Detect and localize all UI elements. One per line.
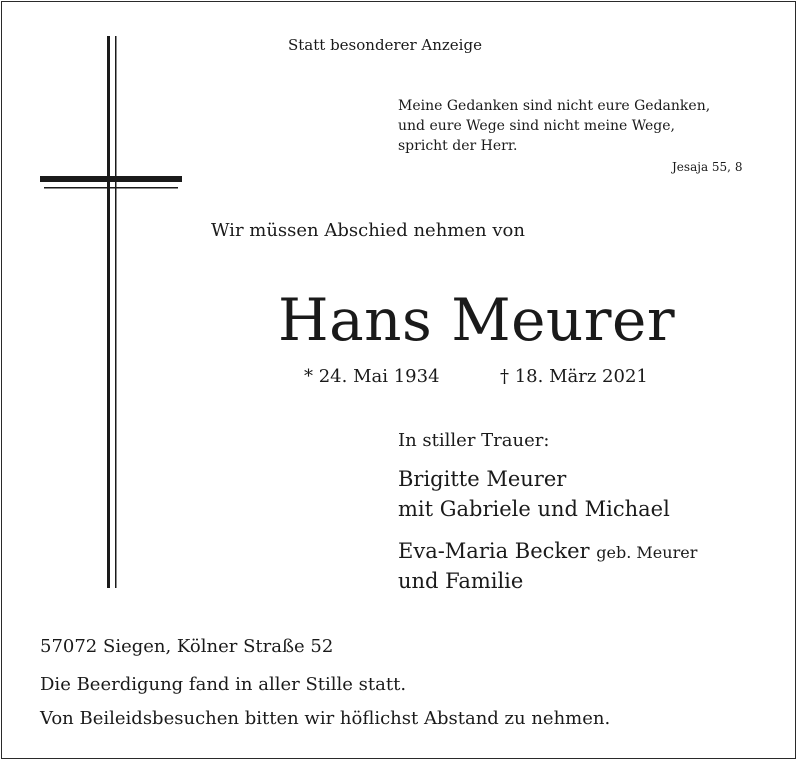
quote-line: spricht der Herr. [398, 138, 518, 154]
mourner-line: Brigitte Meurer [398, 467, 567, 491]
death-date: † 18. März 2021 [500, 366, 648, 387]
bible-quote [398, 96, 710, 156]
cross-icon [38, 36, 184, 588]
birth-date: * 24. Mai 1934 [304, 366, 440, 387]
condolence-note: Von Beileidsbesuchen bitten wir höflichst Abstand zu nehmen. [40, 708, 611, 729]
address: 57072 Siegen, Kölner Straße 52 [40, 636, 334, 657]
mourner-name: Eva-Maria Becker [398, 539, 590, 563]
mourner-line: und Familie [398, 569, 524, 593]
mourning-heading: In stiller Trauer: [398, 430, 550, 451]
quote-line: und eure Wege sind nicht meine Wege, [398, 118, 675, 134]
deceased-name: Hans Meurer [278, 286, 676, 354]
mourner-line: mit Gabriele und Michael [398, 497, 670, 521]
mourner-birth-name: geb. Meurer [596, 543, 698, 562]
intro-text: Wir müssen Abschied nehmen von [211, 220, 525, 241]
quote-reference: Jesaja 55, 8 [672, 160, 743, 174]
funeral-note: Die Beerdigung fand in aller Stille statt. [40, 674, 407, 695]
quote-line: Meine Gedanken sind nicht eure Gedanken, [398, 98, 711, 114]
notice-header: Statt besonderer Anzeige [288, 36, 482, 54]
mourner-line [398, 536, 697, 568]
